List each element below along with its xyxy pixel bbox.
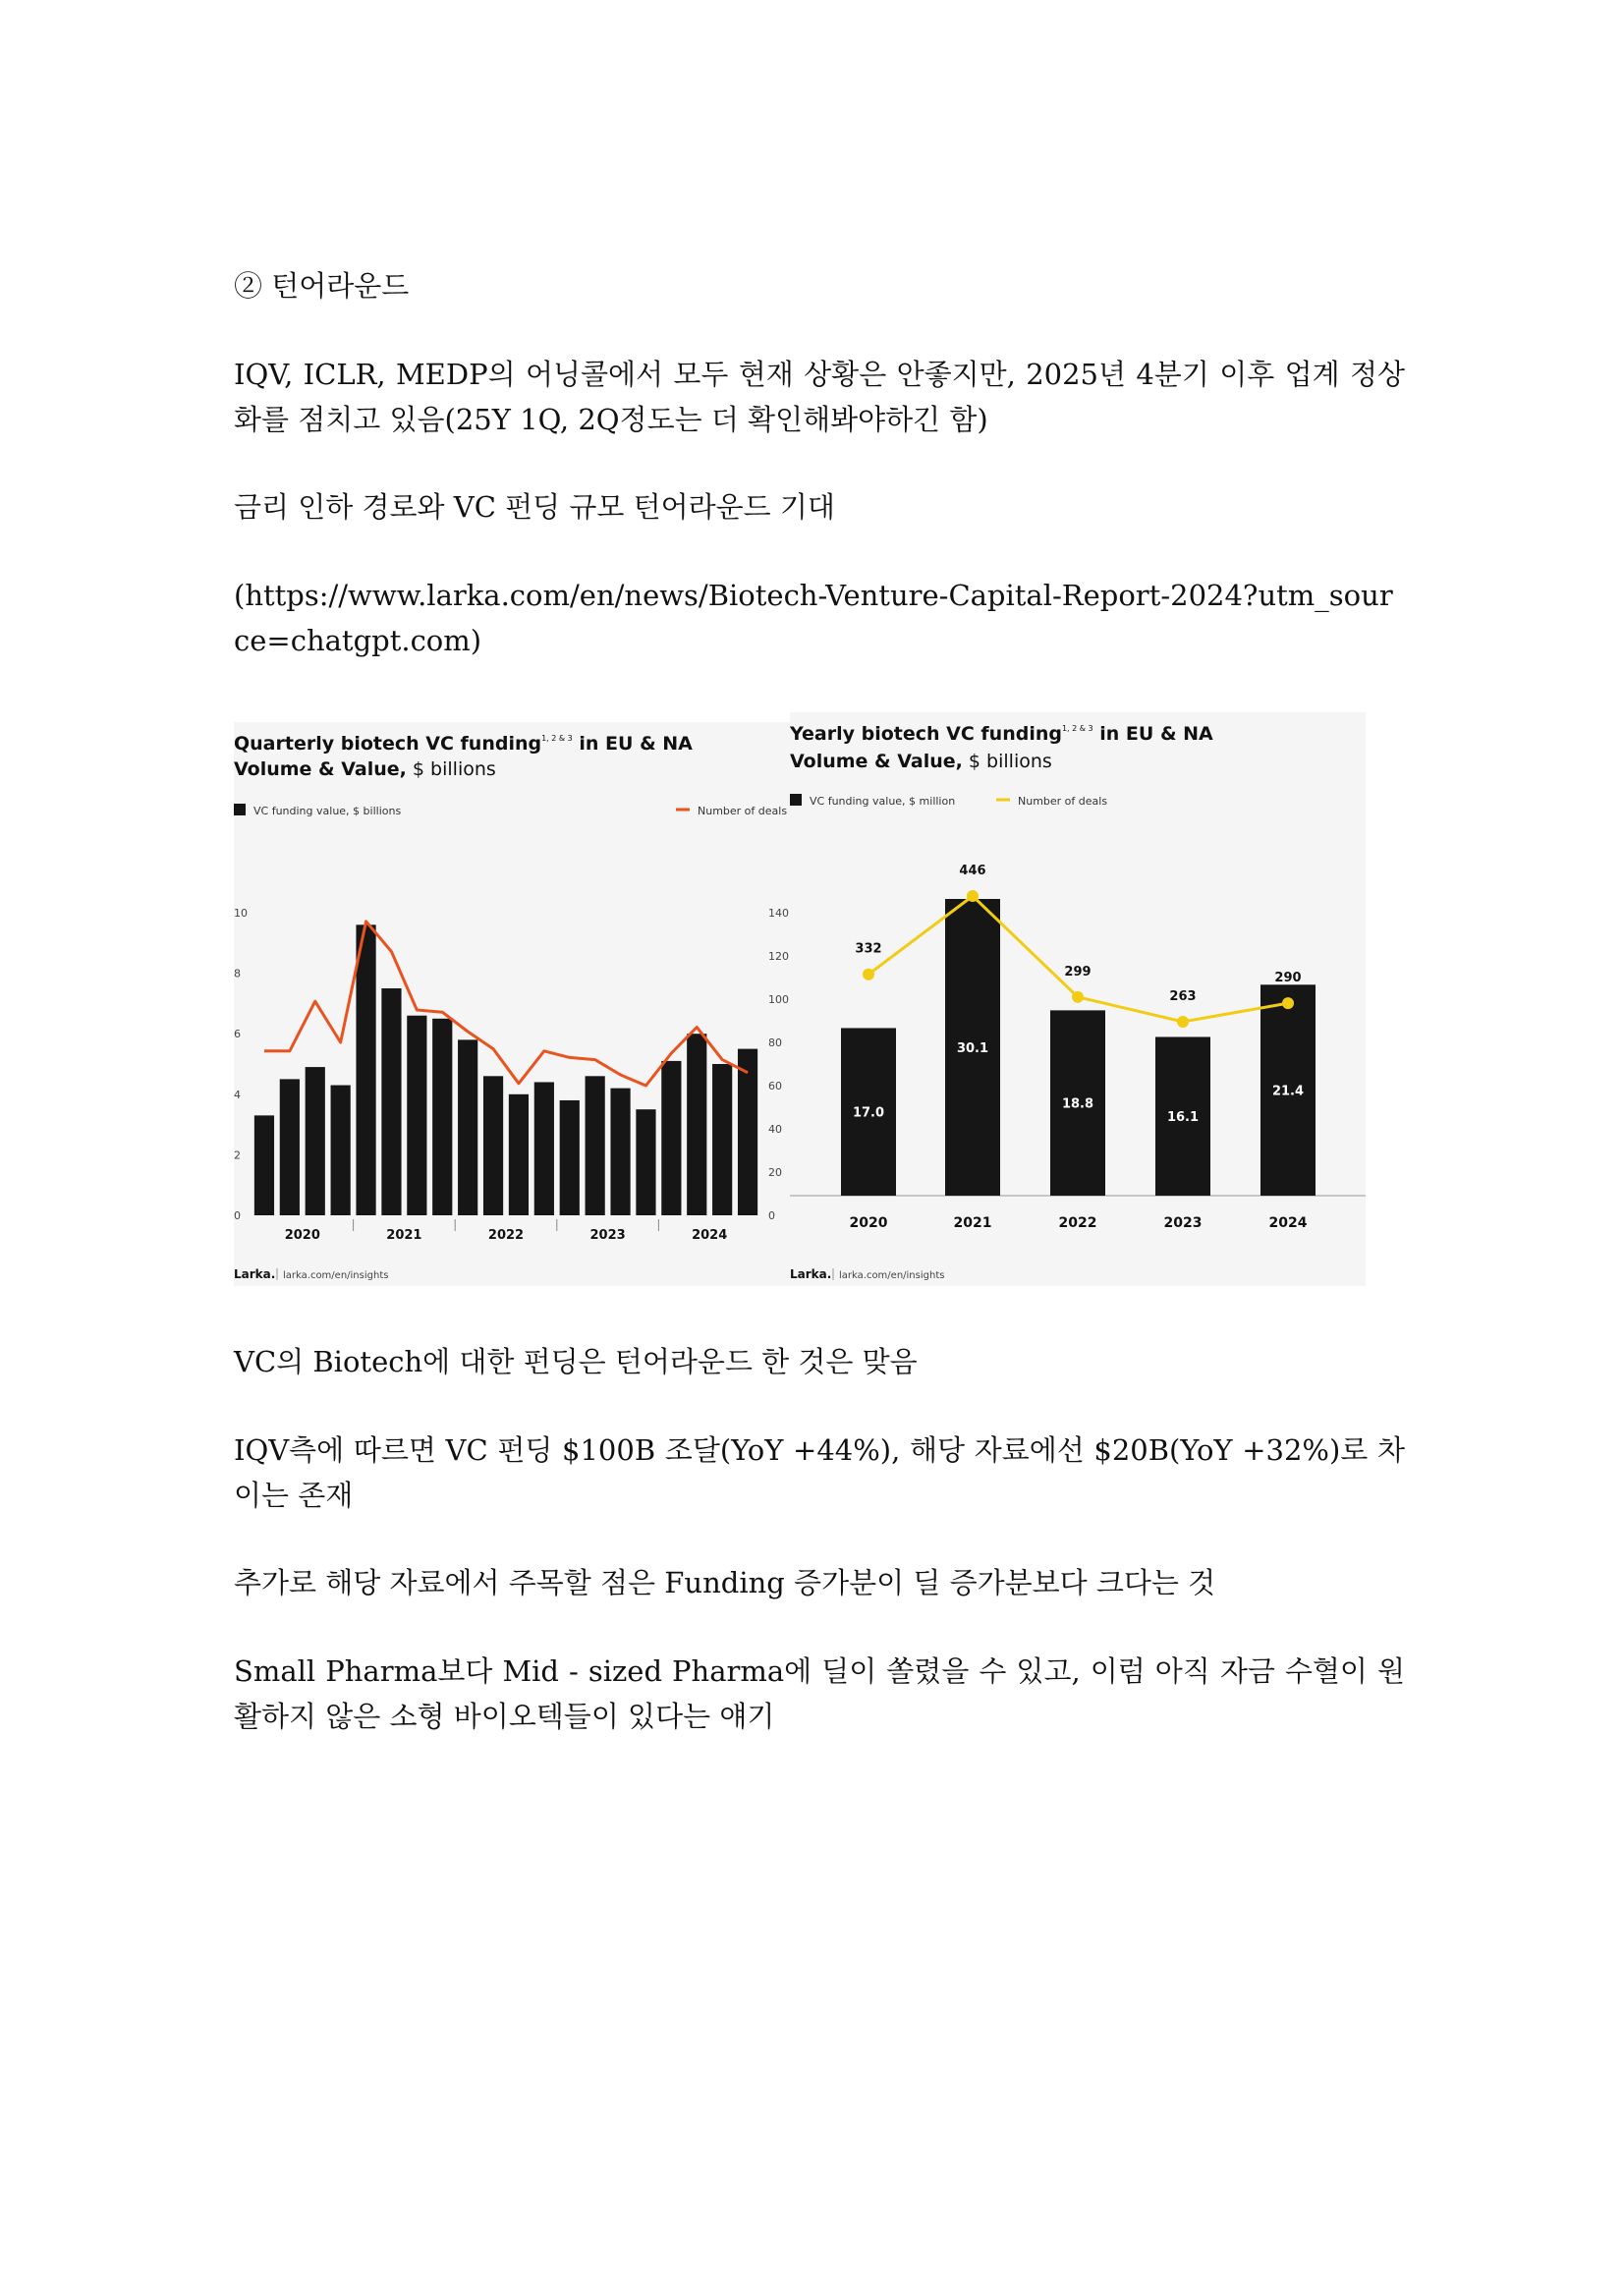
deals-line — [868, 896, 1288, 1022]
bar-value-label: 21.4 — [1271, 1084, 1305, 1099]
deals-point — [1177, 1016, 1189, 1028]
bar — [560, 1100, 580, 1215]
deals-value-label: 446 — [959, 864, 986, 878]
bar — [280, 1079, 300, 1215]
x-tick-label: 2023 — [589, 1228, 626, 1243]
legend-bar-swatch — [234, 804, 246, 815]
bar — [407, 1016, 426, 1215]
bar — [432, 1019, 452, 1215]
y-tick-label-left: 6 — [234, 1028, 241, 1041]
bar — [534, 1082, 554, 1215]
paragraph-earnings-calls: IQV, ICLR, MEDP의 어닝콜에서 모두 현재 상황은 안좋지만, 2025년 4분기 이후 업계 정상화를 점치고 있음(25Y 1Q, 2Q정도는 더 확인해봐야하긴 함) — [234, 358, 1405, 436]
deals-point — [1282, 997, 1294, 1009]
x-tick-label: 2020 — [849, 1215, 888, 1231]
bar — [458, 1039, 477, 1215]
chart-subtitle: Volume & Value, $ billions — [790, 751, 1052, 772]
bar — [331, 1086, 351, 1215]
bar — [254, 1115, 274, 1215]
paragraph-rate-cut: 금리 인하 경로와 VC 펀딩 규모 턴어라운드 기대 — [234, 490, 835, 524]
paragraph-mid-sized-pharma: Small Pharma보다 Mid - sized Pharma에 딜이 쏠렸을 수 있고, 이럼 아직 자금 수혈이 원활하지 않은 소형 바이오텍들이 있다는 얘기 — [234, 1654, 1405, 1733]
paragraph-iqv-comparison: IQV측에 따르면 VC 펀딩 $100B 조달(YoY +44%), 해당 자료에선 $20B(YoY +32%)로 차이는 존재 — [234, 1433, 1405, 1512]
x-tick-label: 2022 — [1058, 1215, 1097, 1231]
bar — [483, 1076, 503, 1215]
y-tick-label-left: 8 — [234, 967, 241, 980]
chart-title: Quarterly biotech VC funding$^{1, 2 \& 3}$ in EU & NA — [234, 733, 693, 755]
quarterly-vc-funding-chart — [234, 722, 790, 1286]
deals-point — [967, 890, 979, 902]
x-tick-label: 2023 — [1163, 1215, 1203, 1231]
y-tick-label-left: 10 — [234, 907, 248, 920]
section-heading: ② 턴어라운드 — [234, 269, 410, 303]
y-tick-label-right: 60 — [768, 1080, 782, 1092]
deals-value-label: 299 — [1064, 964, 1092, 980]
bar — [509, 1094, 529, 1215]
bar — [687, 1034, 706, 1215]
chart-subtitle: Volume & Value, $ billions — [234, 758, 496, 780]
bar — [356, 924, 375, 1215]
source-url: larka.com/en/insights — [283, 1270, 389, 1281]
x-tick-label: 2021 — [386, 1228, 422, 1243]
legend-bar-swatch — [790, 794, 802, 806]
bar — [738, 1049, 757, 1215]
legend-line-label: Number of deals — [1018, 795, 1108, 808]
legend-line-label: Number of deals — [698, 805, 788, 817]
bar — [381, 988, 401, 1215]
bar — [661, 1061, 681, 1215]
bar-value-label: 17.0 — [852, 1105, 885, 1121]
deals-value-label: 332 — [855, 941, 882, 957]
bar — [712, 1064, 732, 1215]
y-tick-label-right: 120 — [768, 950, 789, 963]
x-tick-label: 2024 — [1268, 1215, 1308, 1231]
y-tick-label-right: 80 — [768, 1036, 782, 1049]
bar-value-label: 16.1 — [1166, 1110, 1200, 1126]
deals-value-label: 290 — [1274, 971, 1302, 986]
bar — [306, 1067, 325, 1215]
y-tick-label-right: 140 — [768, 907, 789, 920]
x-tick-label: 2022 — [487, 1228, 525, 1243]
y-tick-label-left: 0 — [234, 1209, 241, 1222]
bar — [636, 1109, 655, 1215]
x-tick-label: 2020 — [284, 1228, 320, 1243]
bar-value-label: 18.8 — [1061, 1096, 1094, 1112]
deals-point — [863, 969, 874, 980]
paragraph-source-link[interactable]: (https://www.larka.com/en/news/Biotech-Venture-Capital-Report-2024?utm_source=chatgpt.com) — [234, 579, 1393, 657]
paragraph-turnaround: VC의 Biotech에 대한 펀딩은 턴어라운드 한 것은 맞음 — [234, 1345, 918, 1378]
y-tick-label-left: 4 — [234, 1088, 241, 1101]
bar — [610, 1089, 630, 1215]
y-tick-label-left: 2 — [234, 1148, 241, 1162]
x-tick-label: 2021 — [953, 1215, 992, 1231]
bar — [586, 1076, 605, 1215]
deals-point — [1072, 991, 1084, 1003]
y-tick-label-right: 40 — [768, 1123, 782, 1136]
paragraph-funding-growth: 추가로 해당 자료에서 주목할 점은 Funding 증가분이 딜 증가분보다 크다는 것 — [234, 1566, 1216, 1599]
source-url: larka.com/en/insights — [839, 1270, 945, 1281]
y-tick-label-right: 0 — [768, 1209, 775, 1222]
y-tick-label-right: 20 — [768, 1166, 782, 1179]
source-logo: Larka. — [790, 1267, 832, 1281]
x-tick-label: 2024 — [692, 1228, 728, 1243]
chart-title: Yearly biotech VC funding$^{1, 2 \& 3}$ in EU & NA — [790, 723, 1213, 745]
bar-value-label: 30.1 — [956, 1041, 989, 1056]
source-logo: Larka. — [234, 1267, 276, 1281]
legend-bar-label: VC funding value, $ billions — [253, 805, 402, 817]
deals-value-label: 263 — [1169, 989, 1197, 1004]
yearly-vc-funding-chart — [790, 712, 1366, 1286]
legend-bar-label: VC funding value, $ million — [810, 795, 956, 808]
y-tick-label-right: 100 — [768, 993, 789, 1006]
